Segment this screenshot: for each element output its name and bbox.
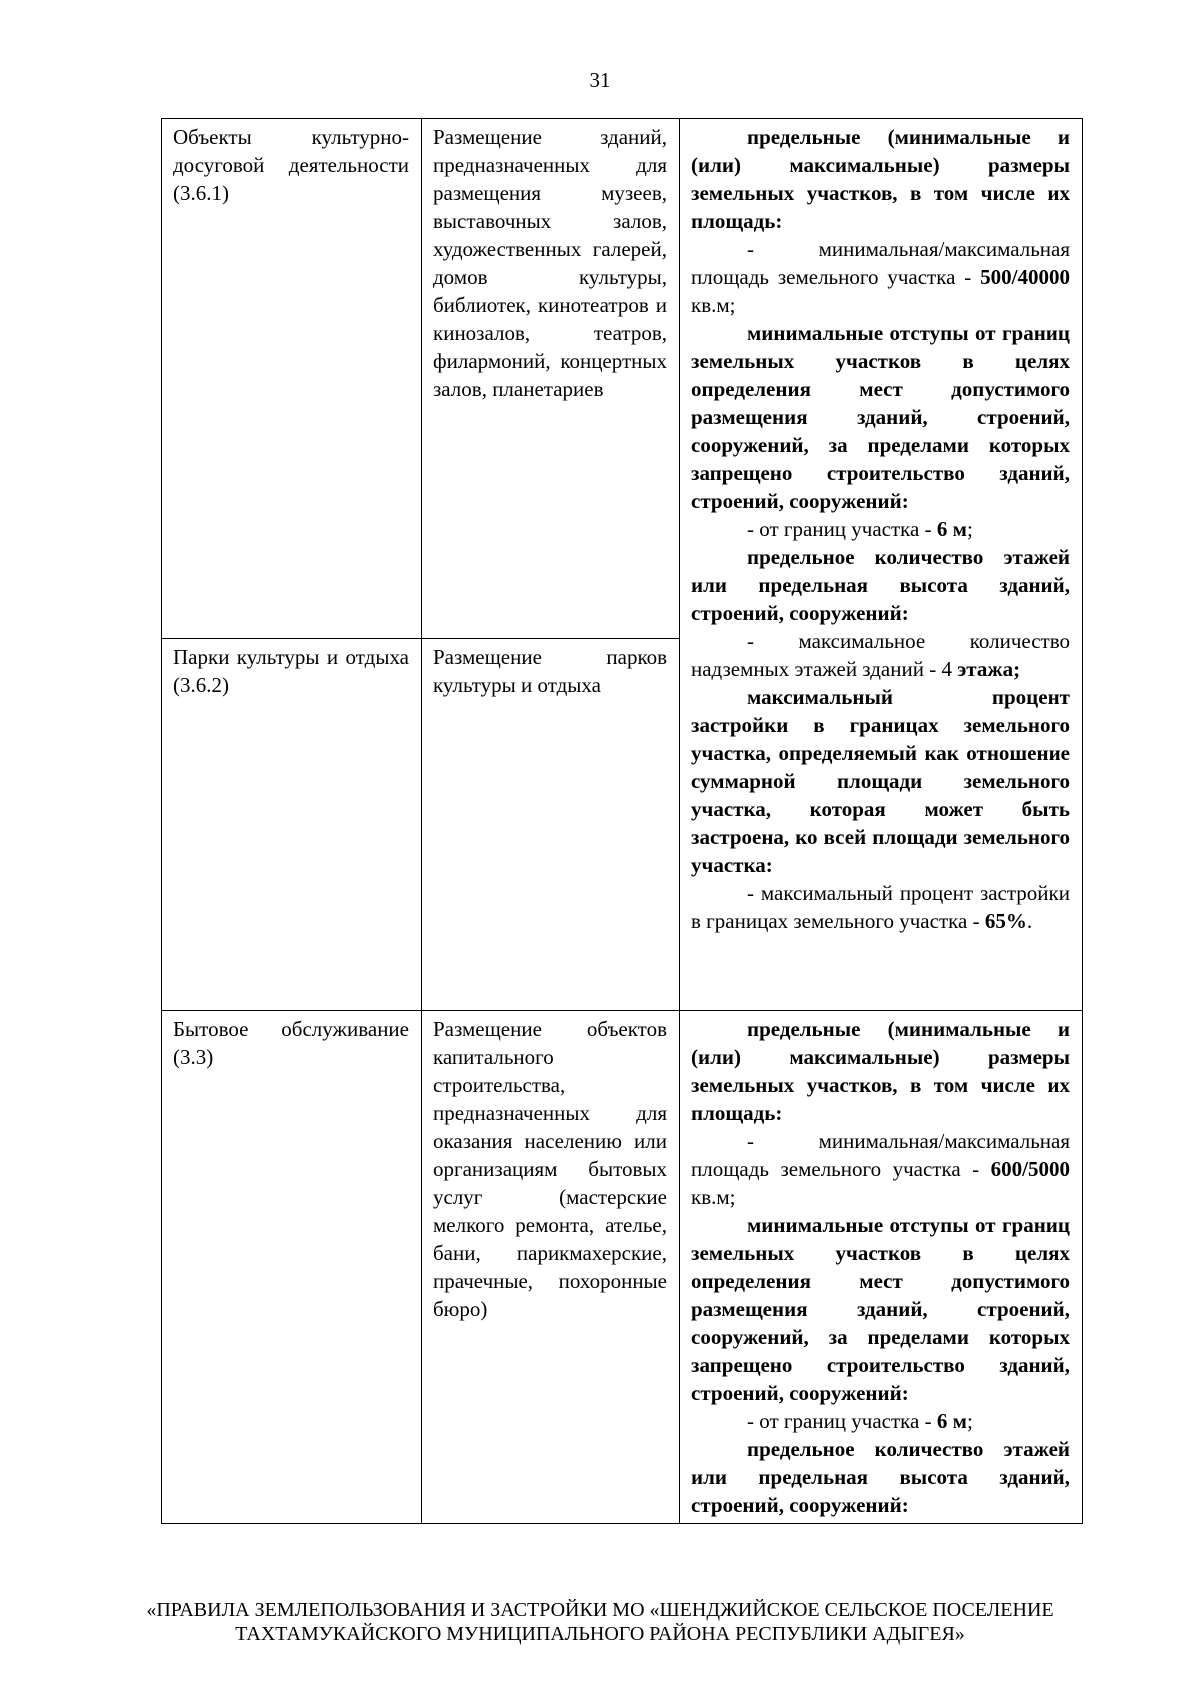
param-coverage-value: 65% (984, 909, 1027, 933)
param-heading-setbacks: минимальные отступы от границ земельных участков в целях определения мест допустимого размещения зданий, строений, сооружений, за пределами которых запрещено строительство зданий, строений, сооружений: (691, 321, 1070, 513)
use-type-cell (162, 119, 422, 639)
param-coverage-text: - максимальный процент застройки в границах земельного участка - (691, 881, 1070, 933)
param-setback-end: ; (966, 1409, 973, 1433)
param-setback-text: - от границ участка - (747, 1409, 937, 1433)
param-setback-text: - от границ участка - (747, 517, 937, 541)
param-area-unit: кв.м; (691, 1185, 736, 1209)
use-description-cell (422, 639, 680, 1011)
use-type-name: Бытовое обслуживание (3.3) (173, 1017, 409, 1069)
param-area (691, 235, 1070, 319)
param-setback (691, 1407, 1070, 1435)
parameters-cell (680, 1011, 1083, 1524)
use-type-cell (162, 639, 422, 1011)
param-heading-sizes: предельные (минимальные и (или) максимальные) размеры земельных участков, в том числе их площадь: (691, 125, 1070, 233)
param-area (691, 1127, 1070, 1211)
param-setback-value: 6 м (936, 1409, 967, 1433)
param-setback-value: 6 м (936, 517, 967, 541)
param-area-unit: кв.м; (691, 293, 736, 317)
land-use-table (161, 118, 1083, 1524)
table-row (162, 1011, 1083, 1524)
parameters-cell (680, 119, 1083, 1011)
param-heading-floors: предельное количество этажей или предельная высота зданий, строений, сооружений: (691, 545, 1070, 625)
param-heading-coverage: максимальный процент застройки в границах земельного участка, определяемый как отношение суммарной площади земельного участка, которая может быть застроена, ко всей площади земельного участка: (691, 685, 1070, 877)
param-area-value: 500/40000 (980, 265, 1070, 289)
use-type-name: Объекты культурно-досуговой деятельности (3.6.1) (173, 125, 409, 205)
document-footer (0, 1598, 1200, 1646)
param-floors-bold: этажа; (957, 657, 1021, 681)
param-heading-sizes: предельные (минимальные и (или) максимальные) размеры земельных участков, в том числе их площадь: (691, 1017, 1070, 1125)
param-area-value: 600/5000 (990, 1157, 1070, 1181)
param-heading-floors: предельное количество этажей или предельная высота зданий, строений, сооружений: (691, 1437, 1070, 1517)
use-type-cell (162, 1011, 422, 1524)
param-area-text: - минимальная/максимальная площадь земельного участка - (691, 1129, 1070, 1181)
param-coverage (691, 879, 1070, 935)
use-description: Размещение объектов капитального строительства, предназначенных для оказания населению или организациям бытовых услуг (мастерские мелкого ремонта, ателье, бани, парикмахерские, прачечные, похоронные бюро) (433, 1017, 667, 1321)
table-row (162, 119, 1083, 639)
page-number: 31 (589, 68, 611, 92)
param-setback (691, 515, 1070, 543)
footer-line-2: ТАХТАМУКАЙСКОГО МУНИЦИПАЛЬНОГО РАЙОНА РЕСПУБЛИКИ АДЫГЕЯ» (235, 1623, 965, 1645)
param-area-text: - минимальная/максимальная площадь земельного участка - (691, 237, 1070, 289)
param-floors-text: - максимальное количество надземных этажей зданий - 4 (691, 629, 1070, 681)
use-description-cell (422, 1011, 680, 1524)
param-coverage-end: . (1026, 909, 1033, 933)
use-description: Размещение парков культуры и отдыха (433, 645, 667, 697)
use-type-name: Парки культуры и отдыха (3.6.2) (173, 645, 409, 697)
param-floors (691, 627, 1070, 683)
param-setback-end: ; (966, 517, 973, 541)
footer-line-1: «ПРАВИЛА ЗЕМЛЕПОЛЬЗОВАНИЯ И ЗАСТРОЙКИ МО «ШЕНДЖИЙСКОЕ СЕЛЬСКОЕ ПОСЕЛЕНИЕ (146, 1599, 1054, 1621)
param-heading-setbacks: минимальные отступы от границ земельных участков в целях определения мест допустимого размещения зданий, строений, сооружений, за пределами которых запрещено строительство зданий, строений, сооружений: (691, 1213, 1070, 1405)
use-description-cell (422, 119, 680, 639)
use-description: Размещение зданий, предназначенных для размещения музеев, выставочных залов, художественных галерей, домов культуры, библиотек, кинотеатров и кинозалов, театров, филармоний, концертных залов, планетариев (433, 125, 667, 401)
